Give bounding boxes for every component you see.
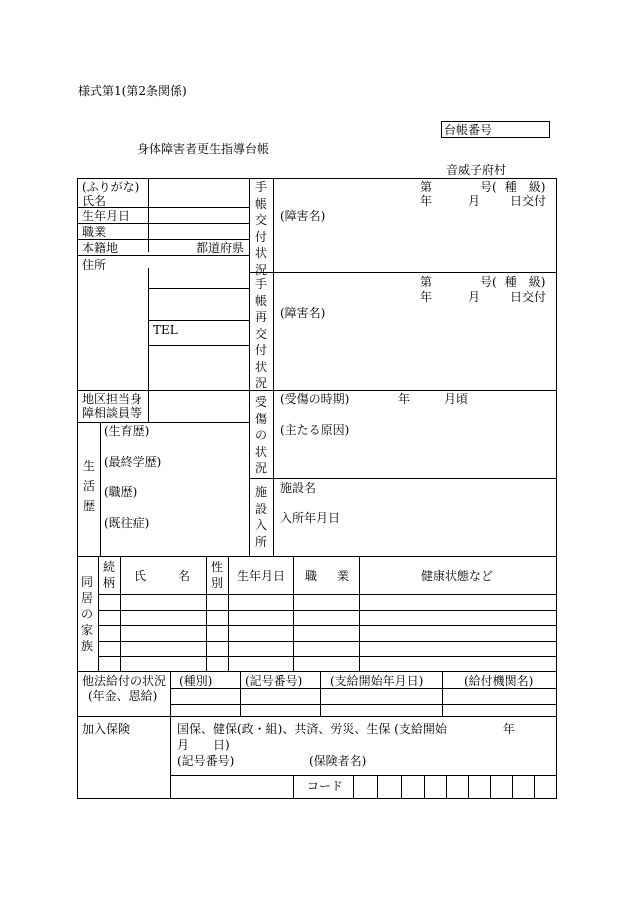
- grid-line: [98, 625, 557, 626]
- grid-line: [512, 775, 513, 798]
- ledger-number-box[interactable]: [441, 121, 550, 138]
- grid-line: [424, 775, 425, 798]
- other-benefits-label-1: 他法給付の状況: [82, 674, 167, 688]
- family-header-job: 職 業: [305, 569, 350, 583]
- family-header-sex: 性別: [210, 560, 223, 590]
- birth-label: 生年月日: [82, 209, 131, 223]
- grid-line: [77, 255, 249, 256]
- grid-line: [77, 716, 78, 799]
- grid-line: [442, 671, 443, 716]
- insurance-label: 加入保険: [82, 722, 131, 736]
- grid-line: [170, 671, 171, 716]
- grid-line: [77, 716, 557, 717]
- name-label: 氏名: [82, 194, 107, 208]
- grid-line: [320, 671, 321, 716]
- grid-line: [98, 610, 557, 611]
- grid-line: [273, 178, 274, 556]
- grid-line: [377, 775, 378, 798]
- grid-line: [359, 556, 360, 671]
- grid-line: [98, 594, 557, 595]
- family-header-relation: 続柄: [102, 560, 115, 590]
- grid-line: [148, 320, 249, 321]
- notebook-issue-disability: (障害名): [280, 209, 326, 223]
- facility-name-label: 施設名: [280, 481, 317, 495]
- grid-line: [120, 556, 121, 671]
- grid-line: [77, 671, 557, 672]
- counselor-label-1: 地区担当身: [82, 392, 143, 406]
- grid-line: [293, 775, 294, 798]
- grid-line: [206, 556, 207, 671]
- counselor-label-2: 障相談員等: [82, 406, 143, 420]
- insurer-label: (保険者名): [309, 754, 367, 768]
- grid-line: [401, 775, 402, 798]
- insurance-types-line1: 国保、健保(政・組)、共済、労災、生保 (支給開始 年: [177, 722, 515, 736]
- benefit-agency-header: (給付機関名): [464, 674, 534, 688]
- grid-line: [249, 478, 557, 479]
- prefecture-label: 都道府県: [196, 241, 245, 255]
- honseki-label: 本籍地: [82, 241, 119, 255]
- grid-line: [353, 775, 354, 798]
- family-header-health: 健康状態など: [421, 569, 494, 583]
- notebook-issue-number: 第 号( 種 級): [420, 180, 546, 194]
- grid-line: [534, 775, 535, 798]
- history-vlabel: 生活歴: [82, 459, 95, 513]
- grid-line: [77, 390, 557, 391]
- notebook-issue-vlabel: 手帳交付状況: [254, 180, 267, 277]
- grid-line: [556, 556, 557, 671]
- other-benefits-label-2: (年金、恩給): [88, 689, 158, 703]
- family-vlabel: 同居の家族: [80, 575, 93, 653]
- grid-line: [77, 556, 78, 671]
- tel-label: TEL: [153, 323, 178, 337]
- page-title: 身体障害者更生指導台帳: [137, 142, 270, 156]
- ledger-number-label: 台帳番号: [444, 123, 493, 137]
- grid-line: [148, 268, 149, 390]
- grid-line: [249, 272, 557, 273]
- grid-line: [490, 775, 491, 798]
- grid-line: [77, 223, 249, 224]
- table-border-top: [77, 178, 557, 179]
- furigana-label: (ふりがな): [82, 180, 140, 194]
- grid-line: [556, 716, 557, 799]
- notebook-issue-date: 年 月 日交付: [420, 194, 547, 208]
- notebook-reissue-disability: (障害名): [280, 306, 326, 320]
- grid-line: [98, 656, 557, 657]
- grid-line: [98, 556, 99, 671]
- grid-line: [148, 390, 149, 422]
- history-upbringing: (生育歴): [104, 424, 150, 438]
- grid-line: [148, 178, 149, 252]
- form-number-label: 様式第1(第2条関係): [78, 84, 187, 98]
- grid-line: [446, 775, 447, 798]
- notebook-reissue-date: 年 月 日交付: [420, 290, 547, 304]
- grid-line: [293, 556, 294, 671]
- history-education: (最終学歴): [104, 455, 162, 469]
- notebook-reissue-vlabel: 手帳再交付状況: [254, 277, 267, 390]
- injury-month-label: 月頃: [444, 392, 469, 406]
- table-border-right: [556, 178, 557, 557]
- grid-line: [77, 671, 78, 716]
- table-divider: [77, 556, 557, 557]
- village-name: 音威子府村: [446, 163, 507, 177]
- grid-line: [148, 345, 249, 346]
- grid-line: [77, 798, 557, 799]
- grid-line: [556, 671, 557, 716]
- notebook-reissue-number: 第 号( 種 級): [420, 275, 546, 289]
- grid-line: [228, 556, 229, 671]
- grid-line: [170, 704, 557, 705]
- grid-line: [249, 178, 250, 556]
- benefit-start-header: (支給開始年月日): [330, 674, 424, 688]
- family-header-name: 氏 名: [134, 569, 191, 583]
- grid-line: [98, 641, 557, 642]
- benefit-code-header: (記号番号): [245, 674, 303, 688]
- grid-line: [170, 775, 557, 776]
- grid-line: [77, 422, 249, 423]
- insurance-types-line2: 月 日): [177, 738, 230, 752]
- grid-line: [77, 239, 249, 240]
- grid-line: [240, 671, 241, 716]
- address-label: 住所: [82, 258, 107, 272]
- injury-cause-label: (主たる原因): [280, 423, 350, 437]
- history-work: (職歴): [104, 485, 138, 499]
- job-label: 職業: [82, 225, 107, 239]
- table-border-left: [77, 178, 78, 557]
- grid-line: [148, 288, 249, 289]
- benefit-type-header: (種別): [179, 674, 213, 688]
- injury-time-label: (受傷の時期): [280, 392, 350, 406]
- injury-vlabel: 受傷の状況: [254, 395, 267, 475]
- code-label: コード: [307, 779, 344, 793]
- insurance-code-label: (記号番号): [177, 754, 235, 768]
- grid-line: [468, 775, 469, 798]
- facility-admission-label: 入所年月日: [280, 511, 341, 525]
- injury-year-label: 年: [398, 392, 411, 406]
- grid-line: [100, 422, 101, 556]
- grid-line: [170, 716, 171, 799]
- history-medical: (既往症): [104, 516, 150, 530]
- grid-line: [170, 688, 557, 689]
- facility-vlabel: 施設入所: [254, 485, 267, 549]
- family-header-birth: 生年月日: [237, 569, 286, 583]
